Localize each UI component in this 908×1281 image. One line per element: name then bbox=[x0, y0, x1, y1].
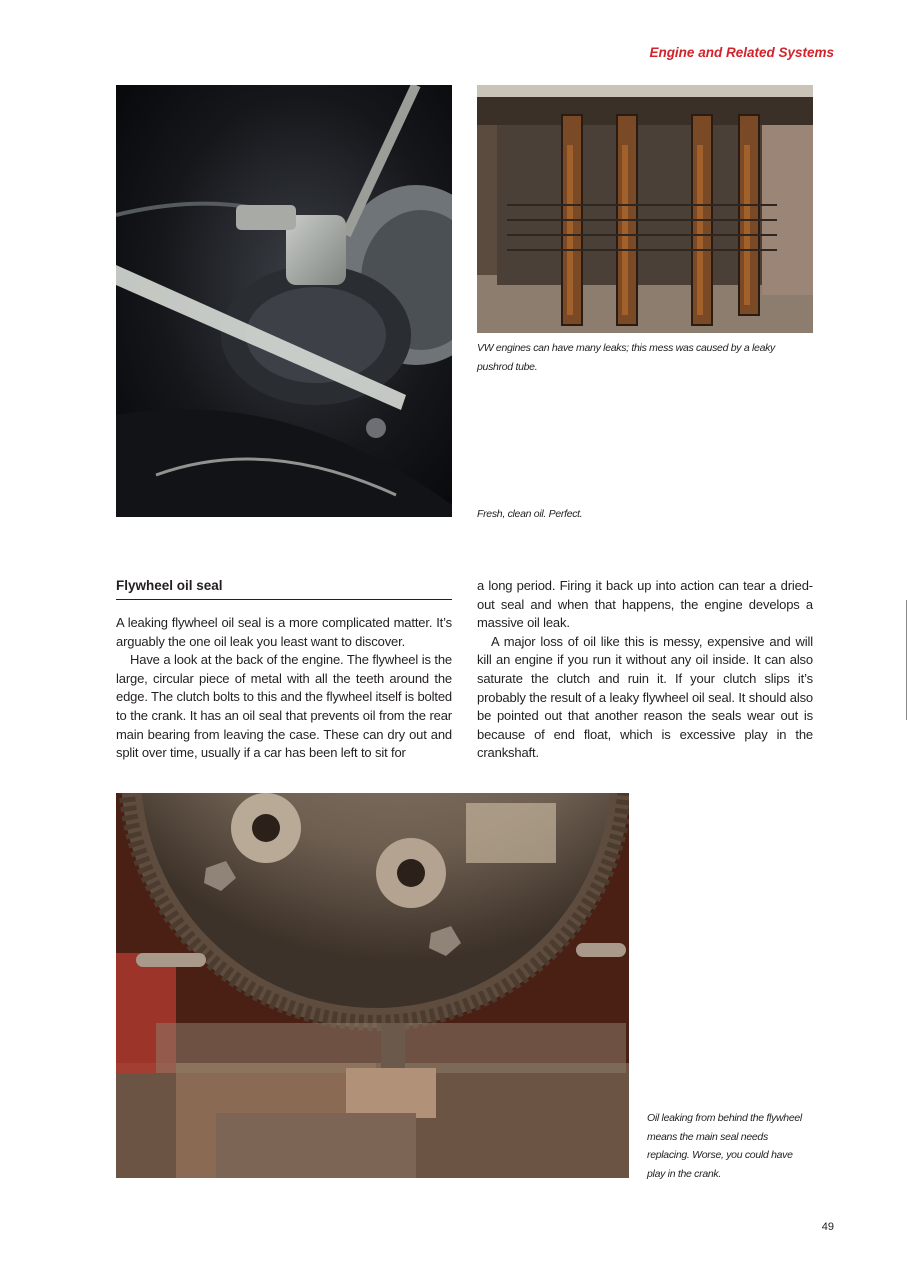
engine-leaks-caption: VW engines can have many leaks; this mess was caused by a leaky pushrod tube. bbox=[477, 342, 776, 373]
paragraph-2: Have a look at the back of the engine. The flywheel is the large, circular piece of metal with all the teeth around the edge. The clutch bolts to this and the flywheel itself is bolted to the crank. It has an oil seal that prevents oil from the rear main bearing from leaving the case. These can dry out and split over time, usually if a car has been left to sit for bbox=[116, 652, 452, 761]
paragraph-2-continued: a long period. Firing it back up into action can tear a dried-out seal and when that happens, the engine develops a massive oil leak. bbox=[477, 578, 813, 631]
heading-rule bbox=[116, 599, 452, 600]
flywheel-caption: Oil leaking from behind the flywheel means the main seal needs replacing. Worse, you could have play in the crank. bbox=[647, 1112, 802, 1180]
engine-leaks-photo bbox=[477, 85, 813, 333]
dipstick-photo bbox=[116, 85, 452, 517]
text-column-right bbox=[477, 577, 813, 763]
running-head: Engine and Related Systems bbox=[649, 45, 834, 60]
paragraph-3: A major loss of oil like this is messy, expensive and will kill an engine if you run it without any oil inside. It can also saturate the clutch and ruin it. If your clutch slips it’s probably the result of a leaky flywheel oil seal. It should also be pointed out that another reason the seals wear out is because of end float, which is excessive play in the crankshaft. bbox=[477, 633, 813, 761]
dipstick-caption: Fresh, clean oil. Perfect. bbox=[477, 508, 583, 520]
page-number: 49 bbox=[821, 1221, 834, 1233]
section-heading: Flywheel oil seal bbox=[116, 578, 223, 593]
page-edge-rule bbox=[906, 600, 907, 720]
flywheel-photo bbox=[116, 793, 629, 1178]
paragraph-1: A leaking flywheel oil seal is a more complicated matter. It’s arguably the one oil leak you least want to discover. bbox=[116, 615, 452, 649]
text-column-left bbox=[116, 614, 452, 763]
